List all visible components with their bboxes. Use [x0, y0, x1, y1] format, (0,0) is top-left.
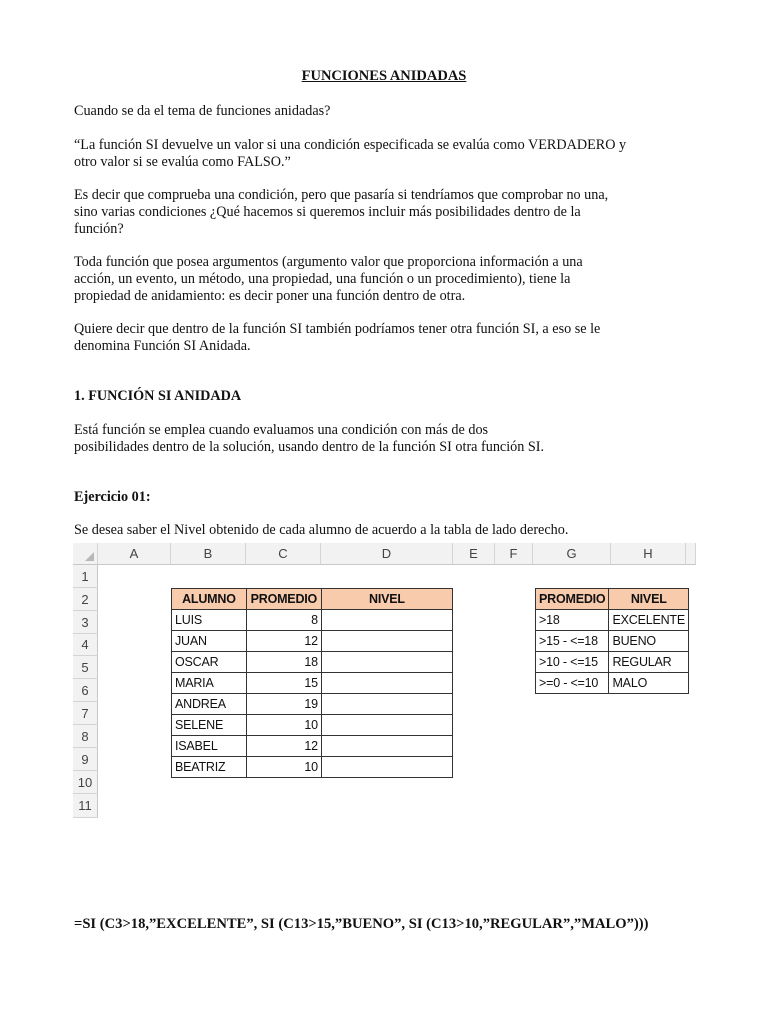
student-level — [321, 610, 452, 631]
student-average: 10 — [246, 757, 321, 778]
table-row — [172, 610, 453, 631]
table-header-row — [172, 589, 453, 610]
row-header: 7 — [73, 702, 98, 725]
quote-line: otro valor si se evalúa como FALSO.” — [74, 154, 291, 170]
level-name: EXCELENTE — [609, 610, 689, 631]
row-header: 3 — [73, 611, 98, 634]
paragraph-line: propiedad de anidamiento: es decir poner una función dentro de otra. — [74, 288, 466, 304]
column-header: H — [611, 543, 686, 565]
paragraph-line: Está función se emplea cuando evaluamos una condición con más de dos — [74, 422, 489, 438]
level-name: REGULAR — [609, 652, 689, 673]
header-promedio: PROMEDIO — [246, 589, 321, 610]
levels-table — [535, 588, 689, 694]
row-header: 8 — [73, 725, 98, 748]
student-average: 12 — [246, 736, 321, 757]
student-average: 18 — [246, 652, 321, 673]
row-header: 11 — [73, 794, 98, 818]
paragraph-line: Quiere decir que dentro de la función SI también podríamos tener otra función SI, a eso se le — [74, 321, 601, 337]
table-row — [536, 673, 689, 694]
column-header: F — [495, 543, 533, 565]
table-row — [172, 736, 453, 757]
student-average: 15 — [246, 673, 321, 694]
row-header: 1 — [73, 565, 98, 588]
student-name: ANDREA — [172, 694, 247, 715]
exercise-heading: Ejercicio 01: — [74, 489, 151, 505]
section-heading: 1. FUNCIÓN SI ANIDADA — [74, 388, 242, 404]
level-range: >=0 - <=10 — [536, 673, 609, 694]
paragraph-line: sino varias condiciones ¿Qué hacemos si queremos incluir más posibilidades dentro de la — [74, 204, 581, 220]
student-name: LUIS — [172, 610, 247, 631]
level-range: >18 — [536, 610, 609, 631]
student-name: BEATRIZ — [172, 757, 247, 778]
explanation-paragraph — [74, 187, 694, 238]
row-header: 2 — [73, 588, 98, 611]
level-range: >15 - <=18 — [536, 631, 609, 652]
table-row — [172, 757, 453, 778]
paragraph-line: posibilidades dentro de la solución, usando dentro de la función SI otra función SI. — [74, 439, 545, 455]
row-header: 10 — [73, 771, 98, 794]
student-name: ISABEL — [172, 736, 247, 757]
student-level — [321, 652, 452, 673]
column-header: B — [171, 543, 246, 565]
table-row — [536, 631, 689, 652]
column-header: D — [321, 543, 453, 565]
header-alumno: ALUMNO — [172, 589, 247, 610]
student-name: OSCAR — [172, 652, 247, 673]
student-level — [321, 736, 452, 757]
row-header: 6 — [73, 679, 98, 702]
select-all-corner — [73, 543, 98, 565]
paragraph-line: función? — [74, 221, 124, 237]
student-name: SELENE — [172, 715, 247, 736]
row-header: 5 — [73, 656, 98, 679]
student-level — [321, 715, 452, 736]
column-header: A — [98, 543, 171, 565]
paragraph-line: denomina Función SI Anidada. — [74, 338, 251, 354]
column-header: G — [533, 543, 611, 565]
intro-question-text: Cuando se da el tema de funciones anidadas? — [74, 103, 331, 119]
header-nivel: NIVEL — [609, 589, 689, 610]
row-header: 9 — [73, 748, 98, 771]
student-average: 19 — [246, 694, 321, 715]
paragraph-line: acción, un evento, un método, una propiedad, una función o un procedimiento), tiene la — [74, 271, 571, 287]
student-average: 10 — [246, 715, 321, 736]
student-name: JUAN — [172, 631, 247, 652]
arguments-paragraph — [74, 254, 694, 305]
table-row — [172, 673, 453, 694]
student-average: 12 — [246, 631, 321, 652]
student-level — [321, 694, 452, 715]
header-nivel: NIVEL — [321, 589, 452, 610]
table-row — [172, 694, 453, 715]
student-name: MARIA — [172, 673, 247, 694]
level-range: >10 - <=15 — [536, 652, 609, 673]
table-row — [536, 652, 689, 673]
table-row — [172, 715, 453, 736]
level-name: MALO — [609, 673, 689, 694]
column-header-edge — [686, 543, 696, 565]
nested-paragraph — [74, 321, 694, 355]
table-header-row — [536, 589, 689, 610]
student-level — [321, 757, 452, 778]
student-level — [321, 631, 452, 652]
quote-line: “La función SI devuelve un valor si una condición especificada se evalúa como VERDADERO y — [74, 137, 627, 153]
row-header: 4 — [73, 634, 98, 656]
exercise-text: Se desea saber el Nivel obtenido de cada alumno de acuerdo a la tabla de lado derecho. — [74, 522, 569, 538]
column-header: E — [453, 543, 495, 565]
nested-if-formula: =SI (C3>18,”EXCELENTE”, SI (C13>15,”BUENO”, SI (C13>10,”REGULAR”,”MALO”))) — [74, 916, 649, 932]
level-name: BUENO — [609, 631, 689, 652]
table-row — [172, 652, 453, 673]
table-row — [172, 631, 453, 652]
spreadsheet-image — [73, 543, 696, 818]
intro-question — [74, 103, 694, 120]
paragraph-line: Toda función que posea argumentos (argumento valor que proporciona información a una — [74, 254, 583, 270]
student-average: 8 — [246, 610, 321, 631]
section-paragraph — [74, 422, 694, 456]
student-level — [321, 673, 452, 694]
table-row — [536, 610, 689, 631]
select-all-triangle-icon — [85, 552, 94, 561]
document-title: FUNCIONES ANIDADAS — [301, 68, 467, 84]
students-table — [171, 588, 453, 778]
header-promedio: PROMEDIO — [536, 589, 609, 610]
column-header: C — [246, 543, 321, 565]
quote-paragraph — [74, 137, 694, 171]
paragraph-line: Es decir que comprueba una condición, pero que pasaría si tendríamos que comprobar no una, — [74, 187, 609, 203]
